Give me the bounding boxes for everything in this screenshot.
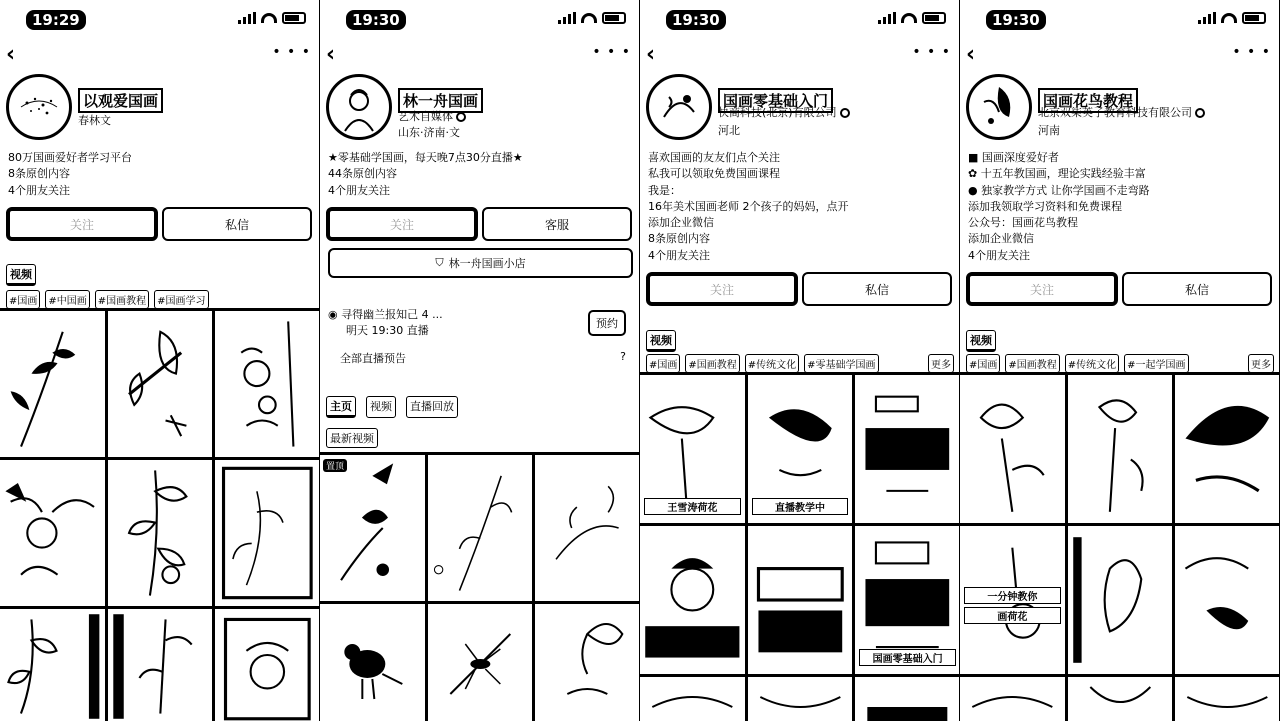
tab-live-replay[interactable]: 直播回放 — [406, 396, 458, 418]
wifi-icon — [901, 13, 917, 23]
back-arrow-icon[interactable]: ‹ — [646, 42, 656, 67]
video-thumbnail[interactable] — [855, 375, 960, 523]
message-button[interactable]: 私信 — [162, 207, 312, 241]
verified-icon — [840, 108, 850, 118]
video-thumbnail[interactable] — [748, 526, 853, 674]
video-thumbnail[interactable] — [535, 455, 640, 601]
avatar[interactable] — [966, 74, 1032, 140]
clock: 19:30 — [666, 10, 726, 30]
profile-panel-2 — [320, 0, 640, 721]
video-grid — [640, 372, 960, 721]
profile-location: 河北 — [718, 124, 740, 137]
signal-icon — [558, 12, 576, 24]
status-bar — [960, 6, 1280, 32]
tab-video[interactable]: 视频 — [6, 264, 36, 286]
video-thumbnail[interactable] — [215, 460, 320, 606]
live-icon: ◉ — [328, 308, 342, 321]
profile-subtitle: 春林文 — [78, 114, 111, 127]
battery-icon — [282, 12, 306, 24]
profile-bio: 喜欢国画的友友们点个关注 私我可以领取免费国画课程 我是： 16年美术国画老师 2个孩子的妈妈，点开 添加企业微信 8条原创内容 4个朋友关注 — [648, 151, 849, 262]
message-button[interactable]: 私信 — [1122, 272, 1272, 306]
profile-name: 林一舟国画 — [398, 88, 483, 113]
content-tabs — [646, 330, 676, 352]
topic-chips — [646, 354, 954, 373]
video-thumbnail[interactable] — [640, 677, 745, 721]
status-bar — [0, 6, 320, 32]
verified-icon — [456, 112, 466, 122]
profile-name: 以观爱国画 — [78, 88, 163, 113]
video-thumbnail[interactable] — [320, 455, 425, 601]
pinned-badge: 置顶 — [323, 459, 347, 472]
video-thumbnail[interactable] — [748, 375, 853, 523]
avatar[interactable] — [6, 74, 72, 140]
chip[interactable]: #传统文化 — [1065, 354, 1119, 373]
profile-subtitle: 艺术自媒体 — [398, 110, 453, 123]
wifi-icon — [1221, 13, 1237, 23]
content-tabs — [966, 330, 996, 352]
chip[interactable]: #国画教程 — [1005, 354, 1059, 373]
profile-location: 山东·济南·文 — [398, 126, 460, 139]
signal-icon — [238, 12, 256, 24]
tab-video[interactable]: 视频 — [966, 330, 996, 352]
video-thumbnail[interactable] — [428, 455, 533, 601]
video-thumbnail[interactable] — [748, 677, 853, 721]
video-thumbnail[interactable] — [1068, 375, 1173, 523]
video-thumbnail[interactable] — [0, 609, 105, 721]
video-thumbnail[interactable] — [1175, 526, 1280, 674]
chip[interactable]: #一起学国画 — [1124, 354, 1188, 373]
profile-bio: ■ 国画深度爱好者 ✿ 十五年教国画，理论实践经验丰富 ● 独家教学方式 让你学国画不走弯路 添加我领取学习资料和免费课程 公众号：国画花鸟教程 添加企业微信 4个朋友关注 — [968, 151, 1150, 262]
more-options-icon[interactable]: • • • — [272, 44, 311, 60]
more-options-icon[interactable]: • • • — [592, 44, 631, 60]
chip[interactable]: #国画 — [966, 354, 1000, 373]
clock: 19:30 — [346, 10, 406, 30]
video-thumbnail[interactable] — [1175, 677, 1280, 721]
profile-bio: 80万国画爱好者学习平台 8条原创内容 4个朋友关注 — [8, 151, 132, 197]
more-options-icon[interactable]: • • • — [912, 44, 951, 60]
content-tabs — [6, 264, 36, 286]
content-tabs — [326, 396, 458, 418]
clock: 19:30 — [986, 10, 1046, 30]
back-arrow-icon[interactable]: ‹ — [6, 42, 16, 67]
all-live-previews-link[interactable]: 全部直播预告 — [340, 352, 406, 365]
help-icon[interactable]: ? — [620, 350, 626, 363]
profile-subtitle: 北京双柒英子教育科技有限公司 — [1038, 106, 1192, 119]
video-thumbnail[interactable] — [215, 609, 320, 721]
profile-panel-3 — [640, 0, 960, 721]
video-thumbnail[interactable] — [855, 526, 960, 674]
chip[interactable]: #国画 — [646, 354, 680, 373]
clock: 19:29 — [26, 10, 86, 30]
wifi-icon — [261, 13, 277, 23]
more-chips-button[interactable]: 更多 — [1248, 354, 1274, 373]
more-chips-button[interactable]: 更多 — [928, 354, 954, 373]
battery-icon — [922, 12, 946, 24]
follow-button[interactable]: 关注 — [326, 207, 478, 241]
latest-videos-label: 最新视频 — [326, 428, 378, 448]
profile-name: 国画零基础入门 — [718, 88, 833, 113]
video-thumbnail[interactable] — [108, 460, 213, 606]
profile-panel-1 — [0, 0, 320, 721]
video-thumbnail[interactable] — [320, 604, 425, 721]
follow-button[interactable]: 关注 — [6, 207, 158, 241]
video-thumbnail[interactable] — [0, 311, 105, 457]
wifi-icon — [581, 13, 597, 23]
video-thumbnail[interactable] — [960, 677, 1065, 721]
back-arrow-icon[interactable]: ‹ — [966, 42, 976, 67]
battery-icon — [602, 12, 626, 24]
live-time: 明天 19:30 直播 — [346, 324, 429, 337]
signal-icon — [878, 12, 896, 24]
video-thumbnail[interactable] — [215, 311, 320, 457]
chip[interactable]: #传统文化 — [745, 354, 799, 373]
customer-service-button[interactable]: 客服 — [482, 207, 632, 241]
status-bar — [320, 6, 640, 32]
reserve-button[interactable]: 预约 — [588, 310, 626, 336]
thumbnail-caption: 王雪涛荷花 — [644, 498, 741, 515]
thumbnail-caption: 直播教学中 — [752, 498, 849, 515]
status-bar — [640, 6, 960, 32]
follow-button[interactable]: 关注 — [646, 272, 798, 306]
verified-icon — [1195, 108, 1205, 118]
video-thumbnail[interactable] — [1068, 677, 1173, 721]
video-grid — [960, 372, 1280, 721]
chip[interactable]: #国画 — [6, 290, 40, 309]
signal-icon — [1198, 12, 1216, 24]
profile-subtitle: 快商科技(北京)有限公司 — [718, 106, 837, 119]
video-thumbnail[interactable] — [640, 375, 745, 523]
back-arrow-icon[interactable]: ‹ — [326, 42, 336, 67]
message-button[interactable]: 私信 — [802, 272, 952, 306]
video-thumbnail[interactable] — [640, 526, 745, 674]
shop-label: 林一舟国画小店 — [448, 257, 526, 270]
live-preview-card — [326, 302, 632, 368]
chip[interactable]: #中国画 — [45, 290, 89, 309]
profile-location: 河南 — [1038, 124, 1060, 137]
video-thumbnail[interactable] — [535, 604, 640, 721]
shop-bag-icon: ⛉ — [435, 256, 444, 269]
live-title: 寻得幽兰报知己 4 ... — [341, 308, 443, 321]
tab-video[interactable]: 视频 — [366, 396, 396, 418]
topic-chips — [6, 290, 209, 309]
chip[interactable]: #国画教程 — [95, 290, 149, 309]
video-thumbnail[interactable] — [108, 609, 213, 721]
thumbnail-caption: 国画零基础入门 — [859, 649, 956, 666]
avatar[interactable] — [646, 74, 712, 140]
follow-button[interactable]: 关注 — [966, 272, 1118, 306]
video-thumbnail[interactable] — [960, 526, 1065, 674]
profile-name: 国画花鸟教程 — [1038, 88, 1138, 113]
topic-chips — [966, 354, 1274, 373]
tab-home[interactable]: 主页 — [326, 396, 356, 418]
video-grid — [320, 452, 640, 721]
chip[interactable]: #国画学习 — [154, 290, 208, 309]
more-options-icon[interactable]: • • • — [1232, 44, 1271, 60]
chip[interactable]: #国画教程 — [685, 354, 739, 373]
video-thumbnail[interactable] — [108, 311, 213, 457]
video-grid — [0, 308, 320, 721]
video-thumbnail[interactable] — [428, 604, 533, 721]
battery-icon — [1242, 12, 1266, 24]
video-thumbnail[interactable] — [1175, 375, 1280, 523]
avatar[interactable] — [326, 74, 392, 140]
video-thumbnail[interactable] — [0, 460, 105, 606]
video-thumbnail[interactable] — [960, 375, 1065, 523]
chip[interactable]: #零基础学国画 — [804, 354, 878, 373]
tab-video[interactable]: 视频 — [646, 330, 676, 352]
video-thumbnail[interactable] — [855, 677, 960, 721]
thumbnail-caption: 一分钟教你 — [964, 587, 1061, 604]
shop-button[interactable] — [328, 248, 633, 278]
profile-bio: ★零基础学国画，每天晚7点30分直播★ 44条原创内容 4个朋友关注 — [328, 151, 523, 197]
profile-panel-4 — [960, 0, 1280, 721]
thumbnail-caption: 画荷花 — [964, 607, 1061, 624]
video-thumbnail[interactable] — [1068, 526, 1173, 674]
